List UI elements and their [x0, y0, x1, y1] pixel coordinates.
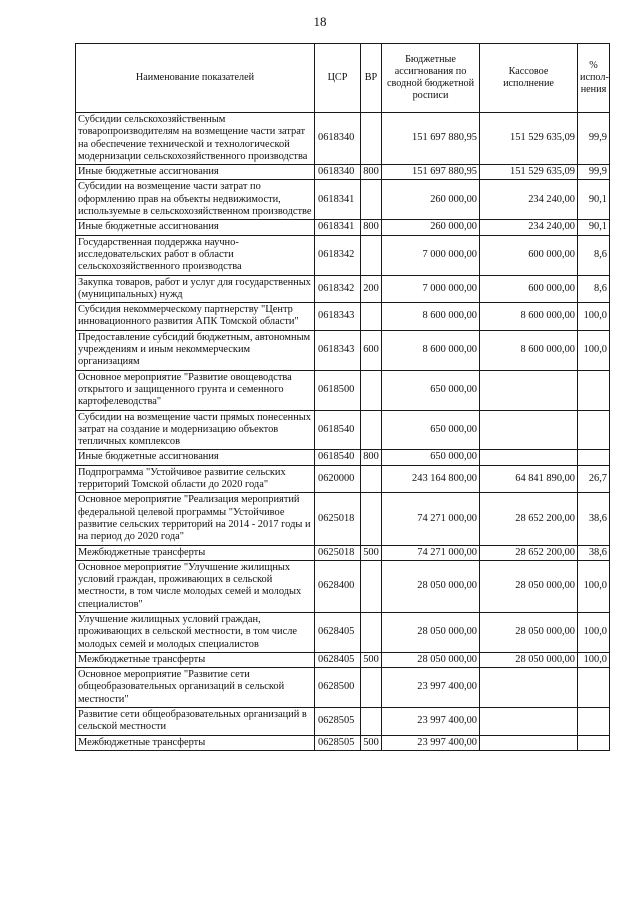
cell-pct: 26,7 [578, 465, 610, 493]
cell-csr: 0618540 [315, 410, 361, 450]
cell-pct [578, 708, 610, 736]
table-row [76, 708, 610, 736]
table-row [76, 370, 610, 410]
cell-vr [361, 235, 382, 275]
cell-pct [578, 668, 610, 708]
cell-csr: 0618343 [315, 303, 361, 331]
cell-csr: 0618500 [315, 370, 361, 410]
cell-pct: 38,6 [578, 545, 610, 560]
table-body [76, 113, 610, 751]
cell-vr: 500 [361, 735, 382, 750]
cell-csr: 0628405 [315, 652, 361, 667]
cell-vr: 800 [361, 220, 382, 235]
cell-plan: 260 000,00 [382, 180, 480, 220]
cell-vr [361, 708, 382, 736]
cell-csr: 0620000 [315, 465, 361, 493]
cell-fact: 234 240,00 [480, 180, 578, 220]
cell-plan: 650 000,00 [382, 370, 480, 410]
cell-plan: 151 697 880,95 [382, 113, 480, 165]
table-row [76, 545, 610, 560]
cell-pct: 99,9 [578, 113, 610, 165]
cell-pct: 90,1 [578, 180, 610, 220]
header-csr: ЦСР [315, 44, 361, 113]
table-row [76, 465, 610, 493]
cell-vr [361, 113, 382, 165]
cell-plan: 23 997 400,00 [382, 708, 480, 736]
cell-name: Государственная поддержка научно-исследовательских работ в области сельскохозяйственного производства [76, 235, 315, 275]
cell-pct: 8,6 [578, 235, 610, 275]
cell-name: Субсидии на возмещение части прямых понесенных затрат на создание и модернизацию объектов тепличных комплексов [76, 410, 315, 450]
cell-vr [361, 303, 382, 331]
cell-pct: 100,0 [578, 303, 610, 331]
table-row [76, 113, 610, 165]
cell-plan: 8 600 000,00 [382, 330, 480, 370]
cell-fact [480, 708, 578, 736]
cell-csr: 0628405 [315, 612, 361, 652]
cell-name: Иные бюджетные ассигнования [76, 220, 315, 235]
cell-fact [480, 668, 578, 708]
cell-csr: 0628400 [315, 560, 361, 612]
cell-csr: 0618341 [315, 220, 361, 235]
cell-vr: 200 [361, 275, 382, 303]
cell-name: Основное мероприятие "Реализация мероприятий федеральной целевой программы "Устойчивое развитие сельских территорий на 2014 - 2017 годы и на период до 2020 года" [76, 493, 315, 545]
cell-plan: 74 271 000,00 [382, 493, 480, 545]
cell-plan: 23 997 400,00 [382, 668, 480, 708]
cell-name: Межбюджетные трансферты [76, 545, 315, 560]
cell-pct: 100,0 [578, 652, 610, 667]
cell-vr [361, 493, 382, 545]
cell-csr: 0625018 [315, 545, 361, 560]
cell-plan: 7 000 000,00 [382, 275, 480, 303]
table-row [76, 493, 610, 545]
table-row [76, 330, 610, 370]
cell-plan: 151 697 880,95 [382, 165, 480, 180]
cell-csr: 0628500 [315, 668, 361, 708]
header-plan: Бюджетные ассигнования по сводной бюджетной росписи [382, 44, 480, 113]
table-row [76, 220, 610, 235]
cell-vr [361, 370, 382, 410]
cell-csr: 0618342 [315, 235, 361, 275]
table-row [76, 180, 610, 220]
cell-vr: 600 [361, 330, 382, 370]
cell-plan: 74 271 000,00 [382, 545, 480, 560]
table-header-row [76, 44, 610, 113]
cell-fact [480, 450, 578, 465]
cell-fact: 28 050 000,00 [480, 560, 578, 612]
cell-plan: 23 997 400,00 [382, 735, 480, 750]
cell-pct [578, 410, 610, 450]
cell-plan: 650 000,00 [382, 450, 480, 465]
cell-plan: 8 600 000,00 [382, 303, 480, 331]
cell-csr: 0628505 [315, 735, 361, 750]
header-fact: Кассовое исполнение [480, 44, 578, 113]
cell-csr: 0628505 [315, 708, 361, 736]
cell-fact: 151 529 635,09 [480, 165, 578, 180]
cell-name: Субсидии сельскохозяйственным товаропроизводителям на возмещение части затрат на обеспечение технической и технологической модернизации сельскохозяйственного производства [76, 113, 315, 165]
cell-plan: 260 000,00 [382, 220, 480, 235]
cell-fact: 28 652 200,00 [480, 545, 578, 560]
header-vr: ВР [361, 44, 382, 113]
table-row [76, 612, 610, 652]
cell-plan: 28 050 000,00 [382, 652, 480, 667]
header-name: Наименование показателей [76, 44, 315, 113]
cell-name: Предоставление субсидий бюджетным, автономным учреждениям и иным некоммерческим организациям [76, 330, 315, 370]
cell-csr: 0618340 [315, 113, 361, 165]
cell-fact [480, 370, 578, 410]
cell-name: Развитие сети общеобразовательных организаций в сельской местности [76, 708, 315, 736]
table-row [76, 560, 610, 612]
cell-plan: 28 050 000,00 [382, 560, 480, 612]
cell-pct: 99,9 [578, 165, 610, 180]
cell-csr: 0625018 [315, 493, 361, 545]
cell-name: Закупка товаров, работ и услуг для государственных (муниципальных) нужд [76, 275, 315, 303]
cell-name: Субсидии на возмещение части затрат по оформлению прав на объекты недвижимости, используемые в сельскохозяйственном производстве [76, 180, 315, 220]
cell-fact: 151 529 635,09 [480, 113, 578, 165]
table-row [76, 235, 610, 275]
cell-plan: 28 050 000,00 [382, 612, 480, 652]
cell-vr [361, 465, 382, 493]
cell-name: Иные бюджетные ассигнования [76, 165, 315, 180]
cell-fact: 234 240,00 [480, 220, 578, 235]
cell-pct [578, 370, 610, 410]
cell-fact [480, 735, 578, 750]
table-row [76, 410, 610, 450]
cell-fact: 600 000,00 [480, 235, 578, 275]
cell-name: Основное мероприятие "Развитие овощеводства открытого и защищенного грунта и семенного картофелеводства" [76, 370, 315, 410]
cell-plan: 7 000 000,00 [382, 235, 480, 275]
cell-pct: 100,0 [578, 330, 610, 370]
cell-name: Субсидия некоммерческому партнерству "Центр инновационного развития АПК Томской области" [76, 303, 315, 331]
cell-csr: 0618343 [315, 330, 361, 370]
header-pct: % испол-нения [578, 44, 610, 113]
table-row [76, 450, 610, 465]
budget-execution-table [75, 43, 610, 751]
cell-pct: 100,0 [578, 560, 610, 612]
table-row [76, 303, 610, 331]
cell-csr: 0618341 [315, 180, 361, 220]
cell-fact: 28 050 000,00 [480, 652, 578, 667]
cell-vr [361, 410, 382, 450]
cell-fact: 600 000,00 [480, 275, 578, 303]
table-row [76, 165, 610, 180]
cell-name: Межбюджетные трансферты [76, 735, 315, 750]
cell-plan: 243 164 800,00 [382, 465, 480, 493]
cell-fact: 8 600 000,00 [480, 303, 578, 331]
cell-name: Иные бюджетные ассигнования [76, 450, 315, 465]
cell-fact: 28 050 000,00 [480, 612, 578, 652]
cell-pct: 100,0 [578, 612, 610, 652]
cell-vr: 800 [361, 165, 382, 180]
cell-pct: 90,1 [578, 220, 610, 235]
cell-fact: 64 841 890,00 [480, 465, 578, 493]
cell-plan: 650 000,00 [382, 410, 480, 450]
cell-pct [578, 450, 610, 465]
cell-csr: 0618342 [315, 275, 361, 303]
table-row [76, 668, 610, 708]
cell-name: Межбюджетные трансферты [76, 652, 315, 667]
cell-name: Подпрограмма "Устойчивое развитие сельских территорий Томской области до 2020 года" [76, 465, 315, 493]
cell-fact: 8 600 000,00 [480, 330, 578, 370]
table-row [76, 652, 610, 667]
cell-vr: 500 [361, 545, 382, 560]
table-row [76, 275, 610, 303]
cell-vr [361, 668, 382, 708]
cell-vr: 500 [361, 652, 382, 667]
cell-pct: 8,6 [578, 275, 610, 303]
cell-csr: 0618540 [315, 450, 361, 465]
cell-vr [361, 180, 382, 220]
cell-csr: 0618340 [315, 165, 361, 180]
cell-pct [578, 735, 610, 750]
page-number: 18 [313, 14, 327, 29]
cell-fact: 28 652 200,00 [480, 493, 578, 545]
cell-pct: 38,6 [578, 493, 610, 545]
cell-fact [480, 410, 578, 450]
cell-vr [361, 560, 382, 612]
cell-name: Основное мероприятие "Улучшение жилищных условий граждан, проживающих в сельской местности, в том числе молодых семей и молодых специалистов" [76, 560, 315, 612]
table-row [76, 735, 610, 750]
cell-vr: 800 [361, 450, 382, 465]
cell-name: Основное мероприятие "Развитие сети общеобразовательных организаций в сельской местности" [76, 668, 315, 708]
cell-name: Улучшение жилищных условий граждан, проживающих в сельской местности, в том числе молодых семей и молодых специалистов [76, 612, 315, 652]
cell-vr [361, 612, 382, 652]
